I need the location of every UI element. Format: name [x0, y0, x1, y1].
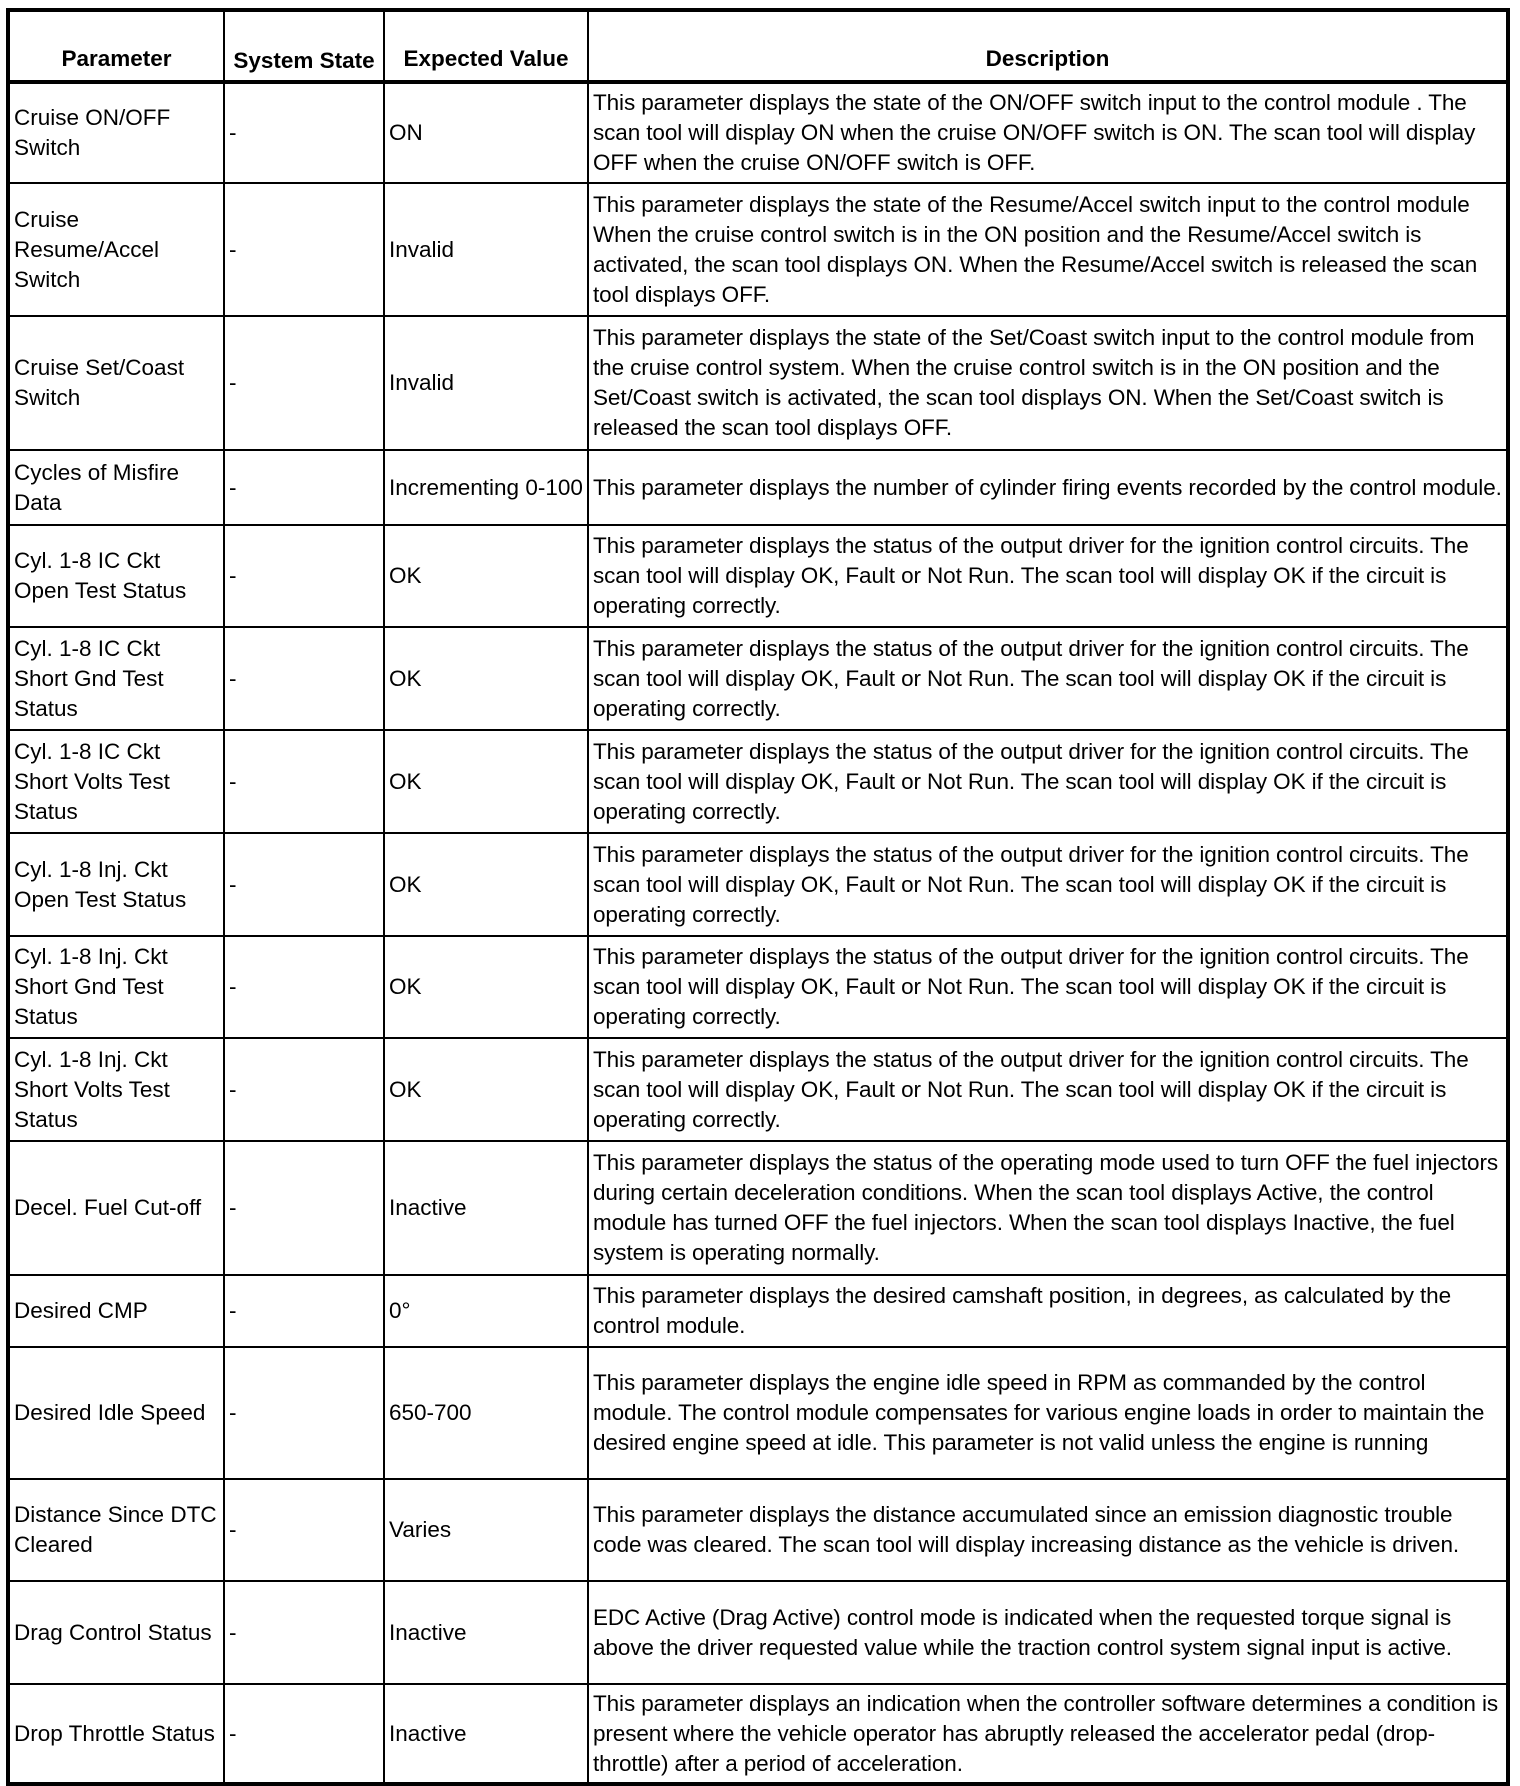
cell-parameter: Cyl. 1-8 IC Ckt Short Gnd Test Status	[8, 627, 224, 730]
cell-description: This parameter displays the distance accumulated since an emission diagnostic trouble code was cleared. The scan tool will display increasing distance as the vehicle is driven.	[588, 1479, 1508, 1581]
table-row	[8, 183, 1508, 316]
header-parameter: Parameter	[8, 10, 224, 82]
cell-parameter: Cyl. 1-8 Inj. Ckt Short Gnd Test Status	[8, 936, 224, 1038]
cell-system-state: -	[224, 627, 384, 730]
cell-expected-value: Incrementing 0-100	[384, 450, 588, 525]
cell-parameter: Cruise Resume/Accel Switch	[8, 183, 224, 316]
table-body	[8, 82, 1508, 1784]
table-row	[8, 1275, 1508, 1347]
cell-description: This parameter displays the state of the Resume/Accel switch input to the control module When the cruise control switch is in the ON position and the Resume/Accel switch is activated, the scan tool displays ON. When the Resume/Accel switch is released the scan tool displays OFF.	[588, 183, 1508, 316]
cell-system-state: -	[224, 82, 384, 183]
cell-system-state: -	[224, 450, 384, 525]
cell-expected-value: OK	[384, 627, 588, 730]
header-expected-value: Expected Value	[384, 10, 588, 82]
cell-description: This parameter displays the status of the output driver for the ignition control circuits. The scan tool will display OK, Fault or Not Run. The scan tool will display OK if the circuit is operating correctly.	[588, 627, 1508, 730]
table-row	[8, 730, 1508, 833]
cell-description: This parameter displays the number of cylinder firing events recorded by the control module.	[588, 450, 1508, 525]
table-row	[8, 450, 1508, 525]
parameter-table	[6, 8, 1510, 1786]
table-row	[8, 316, 1508, 450]
cell-system-state: -	[224, 316, 384, 450]
table-row	[8, 936, 1508, 1038]
cell-system-state: -	[224, 730, 384, 833]
cell-description: This parameter displays an indication when the controller software determines a condition is present where the vehicle operator has abruptly released the accelerator pedal (drop-throttle) after a period of acceleration.	[588, 1684, 1508, 1784]
table-row	[8, 1347, 1508, 1479]
cell-expected-value: Inactive	[384, 1141, 588, 1275]
cell-parameter: Cyl. 1-8 IC Ckt Short Volts Test Status	[8, 730, 224, 833]
cell-expected-value: OK	[384, 833, 588, 936]
cell-description: This parameter displays the status of the operating mode used to turn OFF the fuel injectors during certain deceleration conditions. When the scan tool displays Active, the control module has turned OFF the fuel injectors. When the scan tool displays Inactive, the fuel system is operating normally.	[588, 1141, 1508, 1275]
table-row	[8, 1479, 1508, 1581]
cell-expected-value: Varies	[384, 1479, 588, 1581]
cell-description: This parameter displays the status of the output driver for the ignition control circuits. The scan tool will display OK, Fault or Not Run. The scan tool will display OK if the circuit is operating correctly.	[588, 1038, 1508, 1141]
cell-expected-value: OK	[384, 525, 588, 627]
cell-system-state: -	[224, 183, 384, 316]
table-row	[8, 1141, 1508, 1275]
cell-description: This parameter displays the state of the Set/Coast switch input to the control module from the cruise control system. When the cruise control switch is in the ON position and the Set/Coast switch is activated, the scan tool displays ON. When the Set/Coast switch is released the scan tool displays OFF.	[588, 316, 1508, 450]
cell-description: This parameter displays the status of the output driver for the ignition control circuits. The scan tool will display OK, Fault or Not Run. The scan tool will display OK if the circuit is operating correctly.	[588, 833, 1508, 936]
cell-system-state: -	[224, 1581, 384, 1684]
cell-system-state: -	[224, 936, 384, 1038]
cell-expected-value: OK	[384, 1038, 588, 1141]
cell-parameter: Cycles of Misfire Data	[8, 450, 224, 525]
cell-expected-value: Invalid	[384, 316, 588, 450]
cell-description: EDC Active (Drag Active) control mode is indicated when the requested torque signal is above the driver requested value while the traction control system signal input is active.	[588, 1581, 1508, 1684]
table-row	[8, 627, 1508, 730]
cell-description: This parameter displays the status of the output driver for the ignition control circuits. The scan tool will display OK, Fault or Not Run. The scan tool will display OK if the circuit is operating correctly.	[588, 730, 1508, 833]
cell-system-state: -	[224, 1038, 384, 1141]
cell-parameter: Cyl. 1-8 Inj. Ckt Open Test Status	[8, 833, 224, 936]
table-row	[8, 1581, 1508, 1684]
cell-parameter: Distance Since DTC Cleared	[8, 1479, 224, 1581]
cell-description: This parameter displays the engine idle speed in RPM as commanded by the control module. The control module compensates for various engine loads in order to maintain the desired engine speed at idle. This parameter is not valid unless the engine is running	[588, 1347, 1508, 1479]
cell-description: This parameter displays the status of the output driver for the ignition control circuits. The scan tool will display OK, Fault or Not Run. The scan tool will display OK if the circuit is operating correctly.	[588, 936, 1508, 1038]
cell-parameter: Drag Control Status	[8, 1581, 224, 1684]
header-description: Description	[588, 10, 1508, 82]
cell-description: This parameter displays the status of the output driver for the ignition control circuits. The scan tool will display OK, Fault or Not Run. The scan tool will display OK if the circuit is operating correctly.	[588, 525, 1508, 627]
cell-expected-value: 0°	[384, 1275, 588, 1347]
table-row	[8, 1038, 1508, 1141]
table-row	[8, 1684, 1508, 1784]
cell-expected-value: OK	[384, 936, 588, 1038]
cell-parameter: Cyl. 1-8 IC Ckt Open Test Status	[8, 525, 224, 627]
cell-expected-value: Invalid	[384, 183, 588, 316]
cell-expected-value: Inactive	[384, 1684, 588, 1784]
cell-expected-value: Inactive	[384, 1581, 588, 1684]
cell-description: This parameter displays the desired camshaft position, in degrees, as calculated by the control module.	[588, 1275, 1508, 1347]
cell-system-state: -	[224, 1141, 384, 1275]
cell-expected-value: ON	[384, 82, 588, 183]
cell-parameter: Cruise Set/Coast Switch	[8, 316, 224, 450]
header-row	[8, 10, 1508, 82]
cell-expected-value: 650-700	[384, 1347, 588, 1479]
cell-description: This parameter displays the state of the ON/OFF switch input to the control module . The scan tool will display ON when the cruise ON/OFF switch is ON. The scan tool will display OFF when the cruise ON/OFF switch is OFF.	[588, 82, 1508, 183]
cell-system-state: -	[224, 1684, 384, 1784]
cell-parameter: Desired Idle Speed	[8, 1347, 224, 1479]
cell-system-state: -	[224, 1347, 384, 1479]
cell-system-state: -	[224, 833, 384, 936]
table-row	[8, 82, 1508, 183]
table-row	[8, 525, 1508, 627]
cell-system-state: -	[224, 1479, 384, 1581]
cell-parameter: Drop Throttle Status	[8, 1684, 224, 1784]
cell-parameter: Cruise ON/OFF Switch	[8, 82, 224, 183]
cell-system-state: -	[224, 1275, 384, 1347]
cell-parameter: Cyl. 1-8 Inj. Ckt Short Volts Test Status	[8, 1038, 224, 1141]
cell-parameter: Decel. Fuel Cut-off	[8, 1141, 224, 1275]
header-system-state: System State	[224, 10, 384, 82]
cell-parameter: Desired CMP	[8, 1275, 224, 1347]
table-row	[8, 833, 1508, 936]
cell-expected-value: OK	[384, 730, 588, 833]
cell-system-state: -	[224, 525, 384, 627]
